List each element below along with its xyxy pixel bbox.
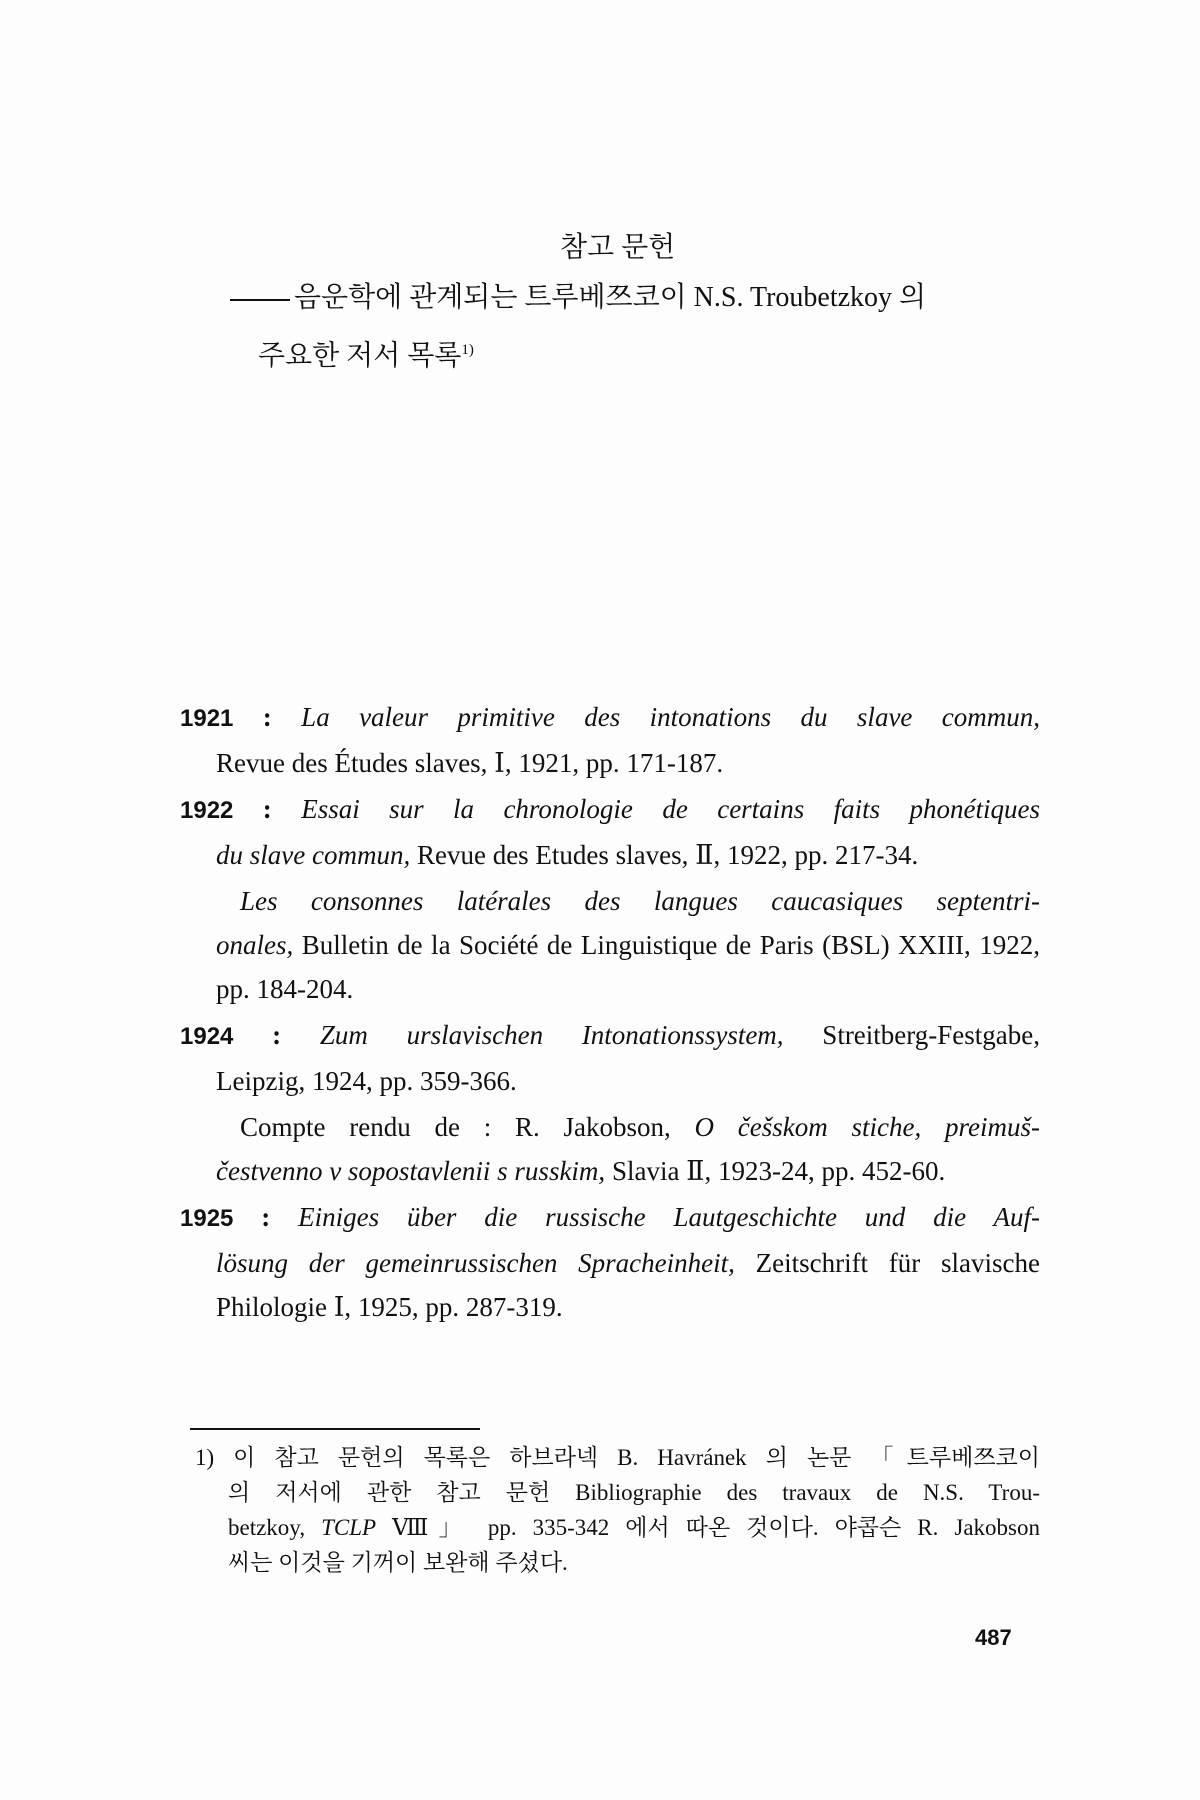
bib-entry-1924-a <box>180 1013 1040 1103</box>
entry-separator: : <box>272 1020 282 1050</box>
bibliography-list <box>180 695 1040 1331</box>
entry-details <box>180 1149 1040 1193</box>
entry-rest: Slavia Ⅱ, 1923-24, pp. 452-60. <box>605 1156 946 1186</box>
page-subtitle <box>230 272 926 382</box>
entry-separator: : <box>262 794 272 824</box>
footnote-text: betzkoy, <box>228 1515 322 1540</box>
footnote-line-3 <box>195 1510 1040 1545</box>
bib-entry-1921 <box>180 695 1040 785</box>
entry-line <box>180 787 1040 833</box>
entry-line <box>180 1105 1040 1149</box>
bib-entry-1924-b <box>180 1105 1040 1193</box>
footnote-divider <box>190 1428 480 1430</box>
bib-entry-1922-b <box>180 879 1040 1011</box>
entry-rest: Bulletin de la Société de Linguistique de Paris (BSL) XXIII, 1922, pp. 184-204. <box>216 930 1040 1004</box>
page-title: 참고 문헌 <box>560 232 676 263</box>
entry-details <box>180 833 1040 877</box>
entry-year: 1921 <box>180 705 234 732</box>
entry-title: O češskom stiche, preimuš- <box>694 1112 1040 1142</box>
entry-rest: Revue des Etudes slaves, Ⅱ, 1922, pp. 217-34. <box>410 840 919 870</box>
entry-rest: Streitberg-Festgabe, <box>783 1020 1040 1050</box>
entry-title: Einiges über die russische Lautgeschichte und die Auf- <box>298 1202 1040 1232</box>
footnote-line-1: 1) 이 참고 문헌의 목록은 하브라넥 B. Havránek 의 논문 「트루베쯔코이 <box>195 1445 1040 1470</box>
subtitle-line-1 <box>230 272 926 324</box>
entry-year: 1922 <box>180 797 234 824</box>
footnote-text: Ⅷ」 pp. 335-342 에서 따온 것이다. 야콥슨 R. Jakobson <box>376 1515 1040 1540</box>
footnote <box>195 1440 1040 1580</box>
entry-title-cont: čestvenno v sopostavlenii s russkim, <box>216 1156 606 1186</box>
entry-prefix: Compte rendu de : R. Jakobson, <box>240 1112 695 1142</box>
entry-line <box>180 879 1040 923</box>
entry-title-cont: lösung der gemeinrussischen Spracheinheit, <box>216 1248 735 1278</box>
entry-line <box>180 1195 1040 1241</box>
footnote-marker: 1) <box>461 342 474 358</box>
bib-entry-1922-a <box>180 787 1040 877</box>
subtitle-text-1: 음운학에 관계되는 트루베쯔코이 N.S. Troubetzkoy 의 <box>294 282 927 313</box>
footnote-line-4: 씨는 이것을 기꺼이 보완해 주셨다. <box>228 1550 568 1575</box>
entry-details: Revue des Études slaves, Ⅰ, 1921, pp. 171-187. <box>216 748 724 778</box>
entry-title: Essai sur la chronologie de certains faits phonétiques <box>301 794 1040 824</box>
entry-details <box>180 923 1040 1011</box>
page-number: 487 <box>975 1625 1012 1650</box>
entry-title-cont: du slave commun, <box>216 840 411 870</box>
footnote-line-2: 의 저서에 관한 참고 문헌 Bibliographie des travaux de N.S. Trou- <box>228 1480 1040 1505</box>
entry-separator: : <box>262 702 272 732</box>
footnote-journal: TCLP <box>321 1515 377 1540</box>
subtitle-line-2 <box>230 324 926 382</box>
entry-line <box>180 1013 1040 1059</box>
entry-title: Les consonnes latérales des langues caucasiques septentri- <box>240 886 1040 916</box>
entry-year: 1924 <box>180 1023 234 1050</box>
bib-entry-1925 <box>180 1195 1040 1329</box>
em-dash-rule <box>230 299 290 301</box>
entry-rest: Zeitschrift für slavische Philologie Ⅰ, 1925, pp. 287-319. <box>216 1248 1040 1322</box>
entry-details <box>180 1241 1040 1329</box>
entry-separator: : <box>261 1202 271 1232</box>
entry-details: Leipzig, 1924, pp. 359-366. <box>216 1066 517 1096</box>
entry-title: La valeur primitive des intonations du slave commun, <box>301 702 1041 732</box>
entry-line <box>180 695 1040 741</box>
entry-year: 1925 <box>180 1205 234 1232</box>
entry-title: Zum urslavischen Intonationssystem, <box>319 1020 784 1050</box>
entry-title-cont: onales, <box>216 930 294 960</box>
subtitle-text-2: 주요한 저서 목록 <box>258 340 462 372</box>
